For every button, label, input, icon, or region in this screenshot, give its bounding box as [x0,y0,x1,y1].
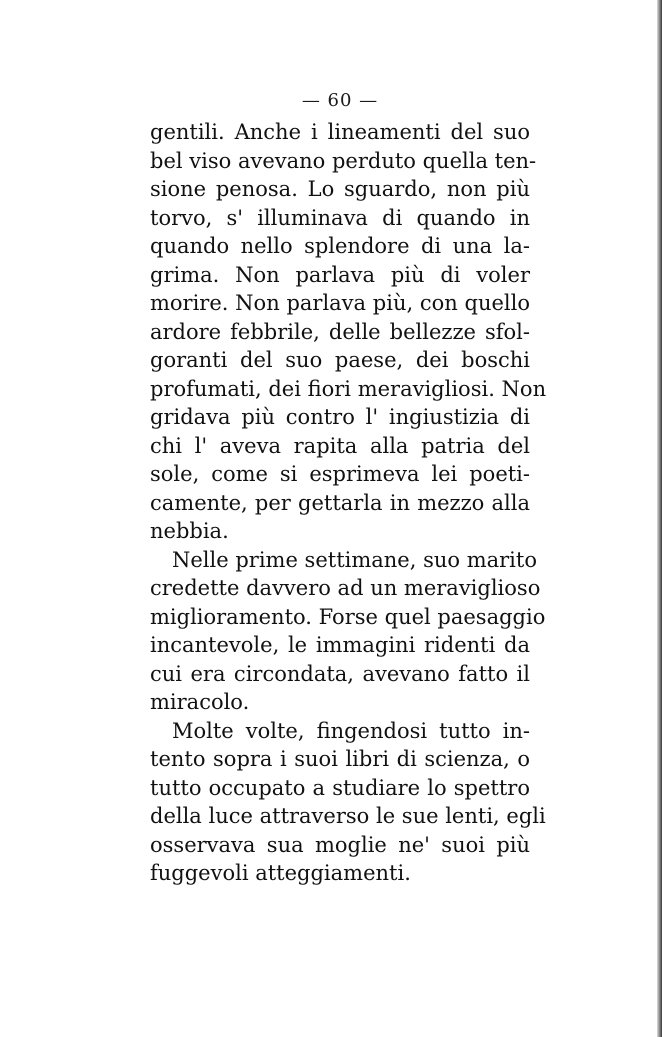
text-line: miglioramento. Forse quel paesaggio [150,604,546,629]
body-text [150,118,547,888]
text-line: della luce attraverso le sue lenti, egli [150,804,546,828]
text-line: camente, per gettarla in mezzo alla [150,490,530,515]
text-line: goranti del suo paese, dei boschi [150,348,530,372]
text-line: ardore febbrile, delle bellezze sfol- [150,319,530,344]
text-line: cui era circondata, avevano fatto il [150,661,530,686]
scan-edge-shadow [657,0,662,1037]
paragraph-1 [150,118,547,546]
text-line: chi l' aveva rapita alla patria del [150,433,530,458]
text-line: osservava sua moglie ne' suoi più [150,832,530,857]
text-line: morire. Non parlava più, con quello [150,291,530,315]
text-line: sole, come si esprimeva lei poeti- [150,462,530,486]
text-line: Nelle prime settimane, suo marito [172,547,537,572]
text-line: gridava più contro l' ingiustizia di [150,405,530,429]
text-line: Molte volte, fingendosi tutto in- [172,718,530,743]
text-line: profumati, dei fiori meravigliosi. Non [150,376,547,401]
text-line: nebbia. [150,519,229,543]
text-line: sione penosa. Lo sguardo, non più [150,177,530,201]
text-line: incantevole, le immagini ridenti da [150,633,530,657]
text-line: tutto occupato a studiare lo spettro [150,775,530,800]
text-line: tento sopra i suoi libri di scienza, o [150,747,530,771]
page-number: — 60 — [301,90,379,111]
text-line: gentili. Anche i lineamenti del suo [150,120,530,144]
text-line: grima. Non parlava più di voler [150,262,530,287]
text-line: torvo, s' illuminava di quando in [150,205,530,230]
text-line: bel viso avevano perduto quella ten- [150,148,537,173]
paragraph-2 [150,546,546,717]
paragraph-3 [150,717,546,888]
text-line: credette davvero ad un meraviglioso [150,576,541,600]
text-line: quando nello splendore di una la- [150,234,530,258]
text-line: miracolo. [150,690,250,714]
text-line: fuggevoli atteggiamenti. [150,861,411,885]
